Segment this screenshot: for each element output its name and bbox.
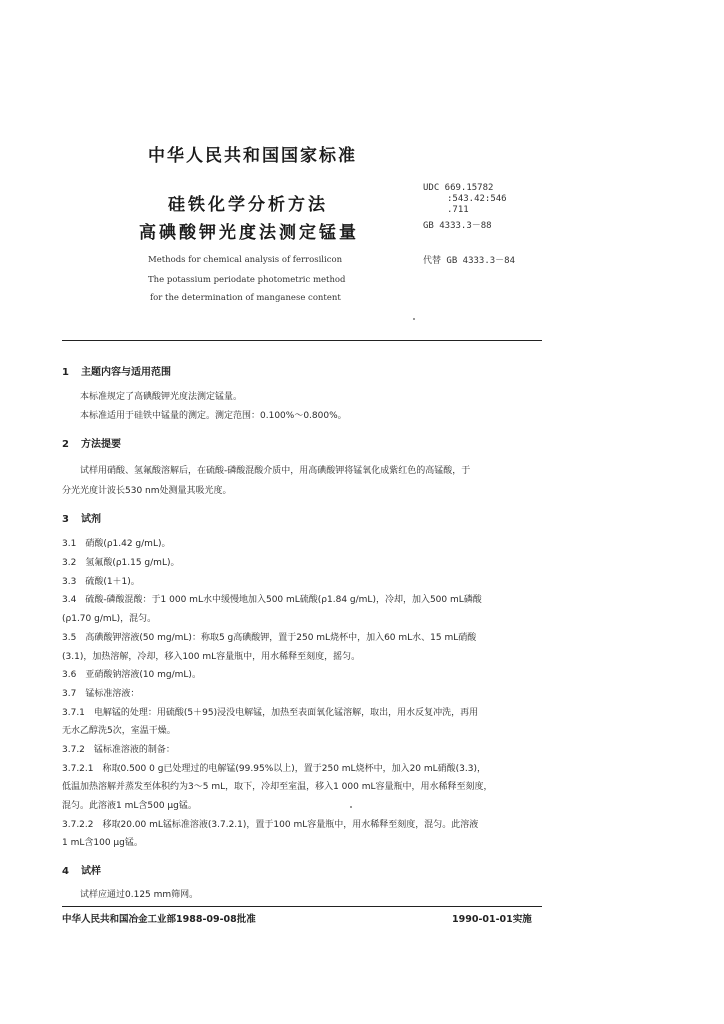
gb-standard-number: GB 4333.3－88 bbox=[423, 221, 492, 231]
clause-3-7-1: 3.7.1 电解锰的处理：用硫酸(5＋95)浸没电解锰，加热至表面氧化锰溶解，取出，用水反复冲洗，再用 bbox=[62, 708, 479, 718]
clause-3-6: 3.6 亚硝酸钠溶液(10 mg/mL)。 bbox=[62, 670, 201, 680]
english-title-line1: Methods for chemical analysis of ferrosilicon bbox=[148, 255, 343, 265]
section-title: 试剂 bbox=[81, 514, 101, 525]
effective-date: 1990-01-01实施 bbox=[452, 914, 532, 925]
clause-3-7-2-2-cont: 1 mL含100 μg锰。 bbox=[62, 838, 143, 848]
section-heading-1 bbox=[62, 363, 171, 378]
section-number: 1 bbox=[62, 367, 69, 378]
clause-3-4: 3.4 硫酸-磷酸混酸：于1 000 mL水中缓慢地加入500 mL硫酸(ρ1.84 g/mL)，冷却，加入500 mL磷酸 bbox=[62, 595, 482, 605]
section-title: 试样 bbox=[81, 866, 101, 877]
section-heading-3 bbox=[62, 510, 101, 525]
clause-3-7: 3.7 锰标准溶液： bbox=[62, 689, 140, 699]
document-title-line1: 硅铁化学分析方法 bbox=[168, 195, 328, 215]
clause-3-7-2-2: 3.7.2.2 移取20.00 mL锰标准溶液(3.7.2.1)，置于100 mL容量瓶中，用水稀释至刻度，混匀。此溶液 bbox=[62, 820, 479, 830]
clause-3-7-1-cont: 无水乙醇洗5次，室温干燥。 bbox=[62, 726, 176, 736]
clause-3-4-cont: (ρ1.70 g/mL)，混匀。 bbox=[62, 614, 157, 624]
section-heading-2 bbox=[62, 435, 121, 450]
scan-speck bbox=[413, 318, 415, 320]
replaces-standard: 代替 GB 4333.3－84 bbox=[423, 256, 516, 266]
clause-3-5-cont: (3.1)，加热溶解，冷却，移入100 mL容量瓶中，用水稀释至刻度，摇匀。 bbox=[62, 652, 361, 662]
section-2-line-2: 分光光度计波长530 nm处测量其吸光度。 bbox=[62, 486, 232, 496]
section-1-line-1: 本标准规定了高碘酸钾光度法测定锰量。 bbox=[80, 392, 243, 402]
clause-3-7-2-1: 3.7.2.1 称取0.500 0 g已处理过的电解锰(99.95%以上)，置于250 mL烧杯中，加入20 mL硝酸(3.3)， bbox=[62, 764, 487, 774]
clause-3-1: 3.1 硝酸(ρ1.42 g/mL)。 bbox=[62, 539, 171, 549]
clause-3-5: 3.5 高碘酸钾溶液(50 mg/mL)：称取5 g高碘酸钾，置于250 mL烧杯中，加入60 mL水、15 mL硝酸 bbox=[62, 633, 477, 643]
document-title-line2: 高碘酸钾光度法测定锰量 bbox=[139, 223, 359, 243]
standard-name: 中华人民共和国国家标准 bbox=[148, 146, 357, 166]
section-4-line-1: 试样应通过0.125 mm筛网。 bbox=[80, 890, 199, 900]
section-number: 4 bbox=[62, 866, 69, 877]
udc-code-line1: UDC 669.15782 bbox=[423, 183, 494, 193]
scan-speck bbox=[350, 806, 352, 808]
section-title: 方法提要 bbox=[81, 439, 121, 450]
clause-3-7-2-1-cont: 低温加热溶解并蒸发至体积约为3～5 mL，取下，冷却至室温，移入1 000 mL容量瓶中，用水稀释至刻度， bbox=[62, 782, 493, 792]
clause-3-3: 3.3 硫酸(1＋1)。 bbox=[62, 577, 140, 587]
header-divider bbox=[62, 340, 542, 341]
section-1-line-2: 本标准适用于硅铁中锰量的测定。测定范围：0.100%～0.800%。 bbox=[80, 411, 347, 421]
clause-3-7-2-1-end: 混匀。此溶液1 mL含500 μg锰。 bbox=[62, 801, 197, 811]
section-number: 2 bbox=[62, 439, 69, 450]
english-title-line2: The potassium periodate photometric method bbox=[148, 275, 346, 285]
approval-issuer: 中华人民共和国冶金工业部1988-09-08批准 bbox=[62, 914, 256, 925]
english-title-line3: for the determination of manganese content bbox=[150, 293, 341, 303]
section-2-line-1: 试样用硝酸、氢氟酸溶解后，在硫酸-磷酸混酸介质中，用高碘酸钾将锰氧化成紫红色的高锰酸，于 bbox=[80, 466, 471, 476]
section-number: 3 bbox=[62, 514, 69, 525]
section-heading-4 bbox=[62, 862, 101, 877]
clause-3-2: 3.2 氢氟酸(ρ1.15 g/mL)。 bbox=[62, 558, 180, 568]
udc-code-line2: :543.42:546 bbox=[447, 194, 507, 204]
udc-code-line3: .711 bbox=[447, 205, 469, 215]
footer-divider bbox=[62, 906, 542, 907]
section-title: 主题内容与适用范围 bbox=[81, 367, 171, 378]
clause-3-7-2: 3.7.2 锰标准溶液的制备： bbox=[62, 745, 175, 755]
